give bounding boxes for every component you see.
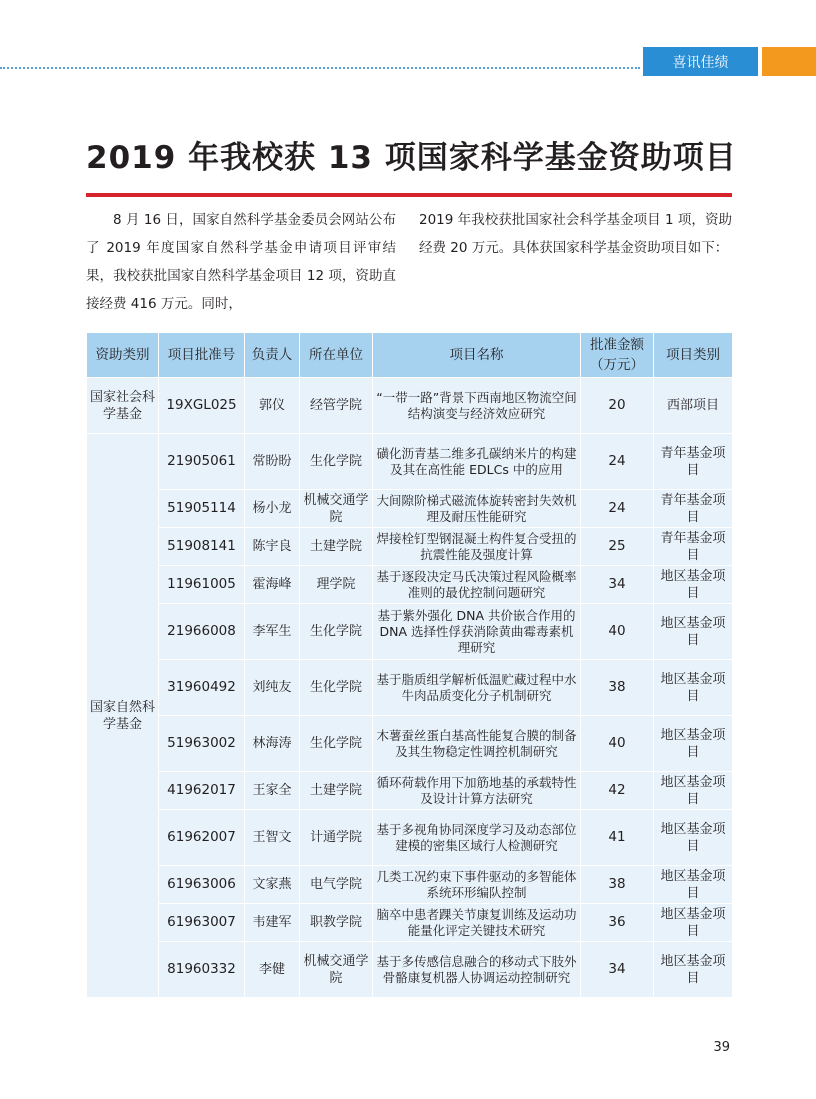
- dotted-header-rule: [0, 67, 640, 69]
- article-title: 2019 年我校获 13 项国家科学基金资助项目: [86, 140, 737, 176]
- unit-cell: 经管学院: [300, 378, 373, 434]
- column-header: 项目名称: [373, 333, 581, 378]
- category-cell: 国家社会科学基金: [87, 378, 159, 434]
- project-type-cell: 地区基金项目: [654, 660, 733, 716]
- amount-cell: 36: [581, 904, 654, 942]
- amount-cell: 42: [581, 772, 654, 810]
- project-type-cell: 青年基金项目: [654, 490, 733, 528]
- project-type-cell: 地区基金项目: [654, 866, 733, 904]
- leader-cell: 霍海峰: [245, 566, 300, 604]
- column-header: 所在单位: [300, 333, 373, 378]
- table-header-row: [87, 333, 733, 378]
- leader-cell: 刘纯友: [245, 660, 300, 716]
- project-type-cell: 青年基金项目: [654, 434, 733, 490]
- leader-cell: 林海涛: [245, 716, 300, 772]
- leader-cell: 李军生: [245, 604, 300, 660]
- project-id-cell: 81960332: [159, 942, 245, 998]
- leader-cell: 王家全: [245, 772, 300, 810]
- table-row: [87, 772, 733, 810]
- section-tag: 喜讯佳绩: [643, 47, 758, 76]
- amount-cell: 34: [581, 566, 654, 604]
- project-name-cell: 基于脂质组学解析低温贮藏过程中水牛肉品质变化分子机制研究: [373, 660, 581, 716]
- project-id-cell: 21966008: [159, 604, 245, 660]
- project-type-cell: 地区基金项目: [654, 716, 733, 772]
- leader-cell: 李健: [245, 942, 300, 998]
- leader-cell: 郭仪: [245, 378, 300, 434]
- column-header: 项目类别: [654, 333, 733, 378]
- project-type-cell: 青年基金项目: [654, 528, 733, 566]
- project-id-cell: 41962017: [159, 772, 245, 810]
- amount-cell: 24: [581, 434, 654, 490]
- intro-right-column: 2019 年我校获批国家社会科学基金项目 1 项，资助经费 20 万元。具体获国家科学基金资助项目如下：: [419, 212, 732, 256]
- project-name-cell: 脑卒中患者踝关节康复训练及运动功能量化评定关键技术研究: [373, 904, 581, 942]
- leader-cell: 陈宇良: [245, 528, 300, 566]
- table-row: [87, 660, 733, 716]
- unit-cell: 生化学院: [300, 660, 373, 716]
- unit-cell: 电气学院: [300, 866, 373, 904]
- project-type-cell: 地区基金项目: [654, 772, 733, 810]
- table-row: [87, 378, 733, 434]
- project-name-cell: 基于多传感信息融合的移动式下肢外骨骼康复机器人协调运动控制研究: [373, 942, 581, 998]
- table-row: [87, 490, 733, 528]
- unit-cell: 机械交通学院: [300, 942, 373, 998]
- unit-cell: 土建学院: [300, 772, 373, 810]
- leader-cell: 韦建军: [245, 904, 300, 942]
- project-name-cell: 基于多视角协同深度学习及动态部位建模的密集区域行人检测研究: [373, 810, 581, 866]
- column-header: 负责人: [245, 333, 300, 378]
- amount-cell: 20: [581, 378, 654, 434]
- project-type-cell: 地区基金项目: [654, 942, 733, 998]
- unit-cell: 生化学院: [300, 604, 373, 660]
- table-row: [87, 810, 733, 866]
- project-name-cell: “一带一路”背景下西南地区物流空间结构演变与经济效应研究: [373, 378, 581, 434]
- project-name-cell: 基于逐段决定马氏决策过程风险概率准则的最优控制问题研究: [373, 566, 581, 604]
- project-type-cell: 地区基金项目: [654, 566, 733, 604]
- column-header: 批准金额（万元）: [581, 333, 654, 378]
- project-id-cell: 61963006: [159, 866, 245, 904]
- amount-cell: 38: [581, 866, 654, 904]
- leader-cell: 王智文: [245, 810, 300, 866]
- unit-cell: 理学院: [300, 566, 373, 604]
- category-cell: 国家自然科学基金: [87, 434, 159, 998]
- project-id-cell: 19XGL025: [159, 378, 245, 434]
- project-name-cell: 循环荷载作用下加筋地基的承载特性及设计计算方法研究: [373, 772, 581, 810]
- project-id-cell: 51963002: [159, 716, 245, 772]
- unit-cell: 土建学院: [300, 528, 373, 566]
- amount-cell: 34: [581, 942, 654, 998]
- project-id-cell: 61962007: [159, 810, 245, 866]
- amount-cell: 25: [581, 528, 654, 566]
- project-type-cell: 西部项目: [654, 378, 733, 434]
- column-header: 项目批准号: [159, 333, 245, 378]
- amount-cell: 24: [581, 490, 654, 528]
- project-name-cell: 焊接栓钉型钢混凝土构件复合受扭的抗震性能及强度计算: [373, 528, 581, 566]
- table-row: [87, 528, 733, 566]
- project-name-cell: 几类工况约束下事件驱动的多智能体系统环形编队控制: [373, 866, 581, 904]
- amount-cell: 40: [581, 716, 654, 772]
- amount-cell: 38: [581, 660, 654, 716]
- page-number: 39: [713, 1040, 730, 1055]
- table-row: [87, 604, 733, 660]
- leader-cell: 文家燕: [245, 866, 300, 904]
- project-id-cell: 61963007: [159, 904, 245, 942]
- unit-cell: 计通学院: [300, 810, 373, 866]
- project-id-cell: 51905114: [159, 490, 245, 528]
- orange-accent-block: [762, 47, 816, 76]
- table-row: [87, 566, 733, 604]
- project-id-cell: 11961005: [159, 566, 245, 604]
- project-name-cell: 基于紫外强化 DNA 共价嵌合作用的 DNA 选择性俘获消除黄曲霉毒素机理研究: [373, 604, 581, 660]
- project-type-cell: 地区基金项目: [654, 810, 733, 866]
- grant-table: [86, 332, 733, 998]
- project-name-cell: 木薯蚕丝蛋白基高性能复合膜的制备及其生物稳定性调控机制研究: [373, 716, 581, 772]
- unit-cell: 生化学院: [300, 434, 373, 490]
- table-row: [87, 866, 733, 904]
- title-underline: [86, 193, 732, 197]
- amount-cell: 41: [581, 810, 654, 866]
- project-type-cell: 地区基金项目: [654, 604, 733, 660]
- amount-cell: 40: [581, 604, 654, 660]
- project-type-cell: 地区基金项目: [654, 904, 733, 942]
- leader-cell: 常盼盼: [245, 434, 300, 490]
- table-row: [87, 942, 733, 998]
- unit-cell: 机械交通学院: [300, 490, 373, 528]
- leader-cell: 杨小龙: [245, 490, 300, 528]
- project-name-cell: 大间隙阶梯式磁流体旋转密封失效机理及耐压性能研究: [373, 490, 581, 528]
- column-header: 资助类别: [87, 333, 159, 378]
- unit-cell: 生化学院: [300, 716, 373, 772]
- table-row: [87, 434, 733, 490]
- project-id-cell: 31960492: [159, 660, 245, 716]
- table-row: [87, 904, 733, 942]
- project-name-cell: 磺化沥青基二维多孔碳纳米片的构建及其在高性能 EDLCs 中的应用: [373, 434, 581, 490]
- project-id-cell: 51908141: [159, 528, 245, 566]
- project-id-cell: 21905061: [159, 434, 245, 490]
- unit-cell: 职教学院: [300, 904, 373, 942]
- table-body: [87, 378, 733, 998]
- intro-left-column: 8 月 16 日，国家自然科学基金委员会网站公布了 2019 年度国家自然科学基金申请项目评审结果，我校获批国家自然科学基金项目 12 项，资助直接经费 416 万元。同时，: [86, 212, 396, 312]
- table-row: [87, 716, 733, 772]
